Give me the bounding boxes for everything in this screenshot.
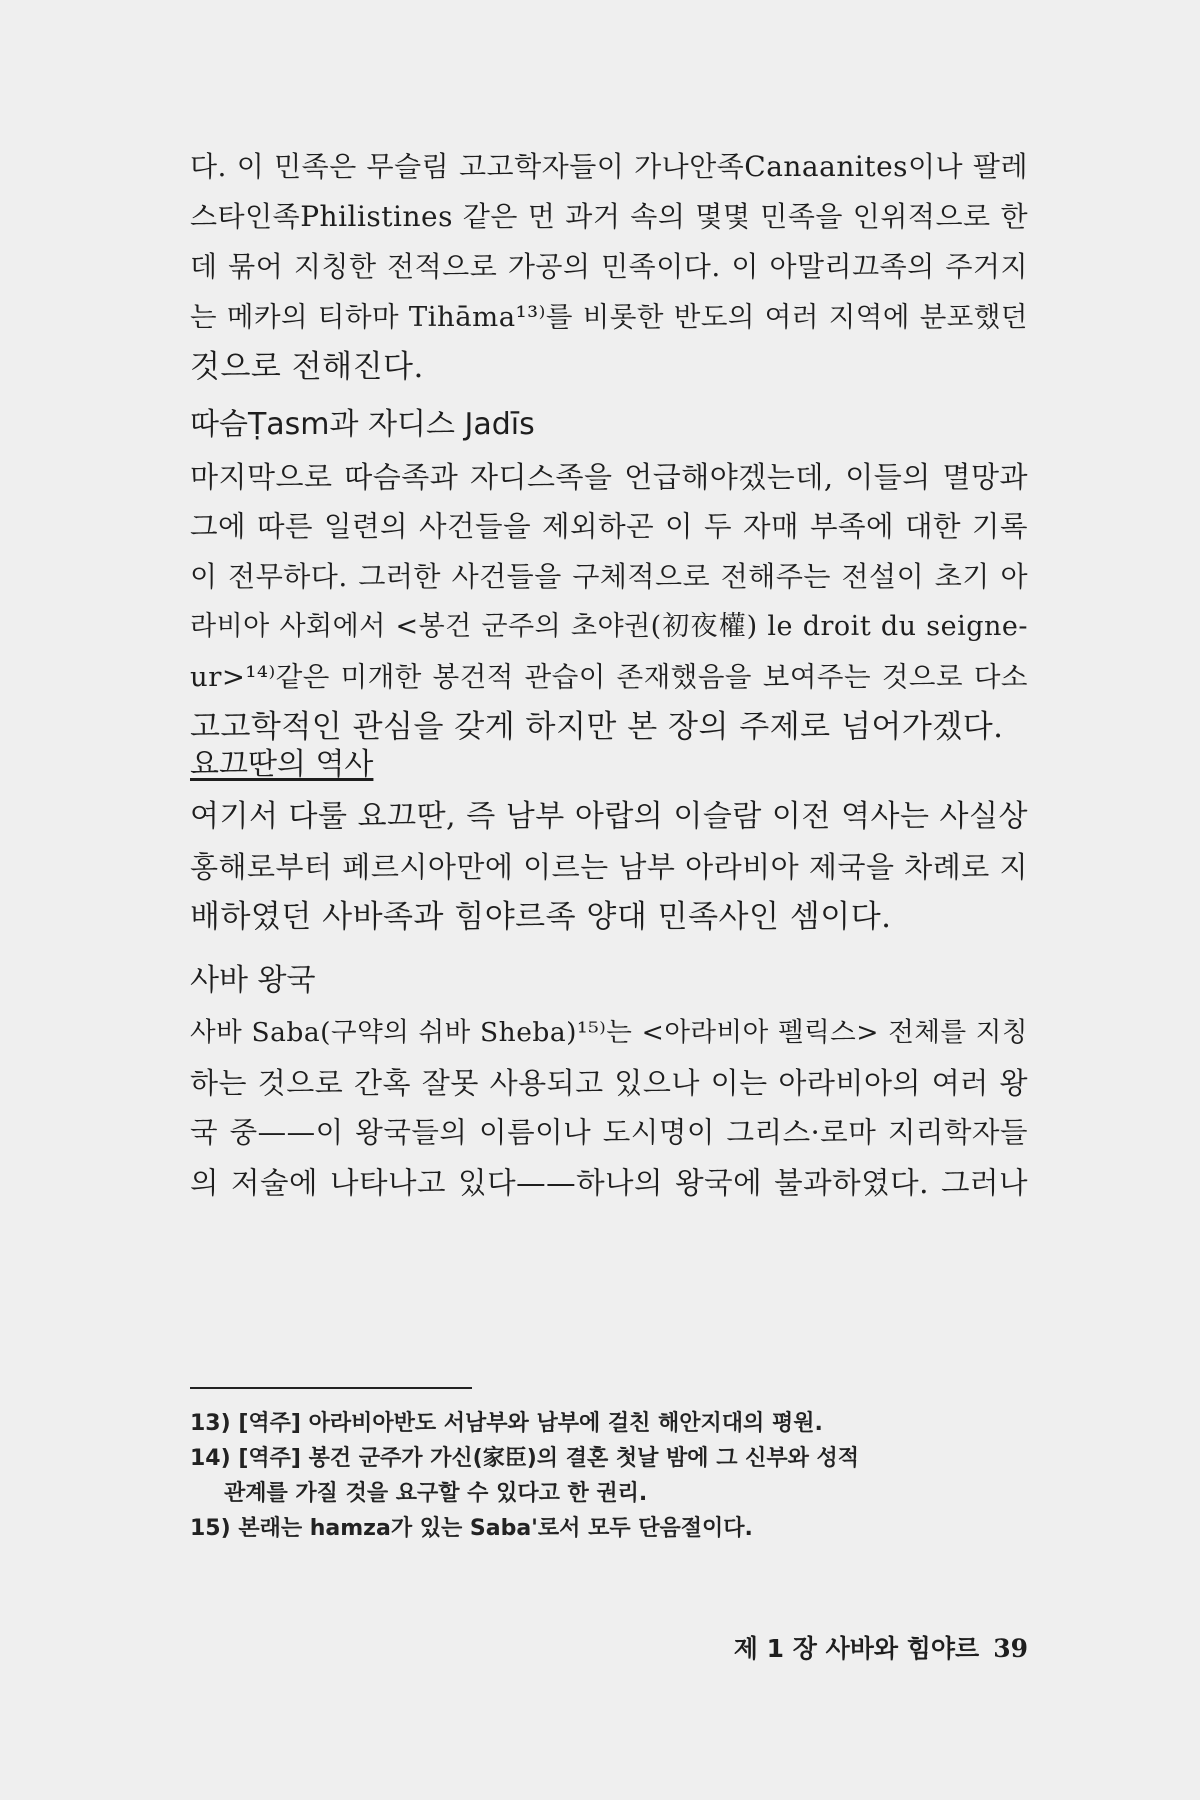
text-line: 국 중——이 왕국들의 이름이나 도시명이 그리스·로마 지리학자들 bbox=[190, 1116, 1028, 1149]
text-line: 하는 것으로 간혹 잘못 사용되고 있으나 이는 아라비아의 여러 왕 bbox=[190, 1066, 1028, 1100]
text-line: 는 메카의 티하마 Tihāma¹³⁾를 비롯한 반도의 여러 지역에 분포했던 bbox=[190, 301, 1028, 333]
text-line: 여기서 다룰 요끄딴, 즉 남부 아랍의 이슬람 이전 역사는 사실상 bbox=[190, 799, 1028, 834]
text-line: 다. 이 민족은 무슬림 고고학자들이 가나안족Canaanites이나 팔레 bbox=[190, 150, 1028, 183]
section-yoqtan bbox=[190, 742, 1028, 942]
footnote-14-continued: 관계를 가질 것을 요구할 수 있다고 한 권리. bbox=[224, 1481, 648, 1506]
text-line: 이 전무하다. 그러한 사건들을 구체적으로 전해주는 전설이 초기 아 bbox=[190, 560, 1028, 593]
footnote-divider bbox=[190, 1387, 472, 1389]
text-line: 데 묶어 지칭한 전적으로 가공의 민족이다. 이 아말리끄족의 주거지 bbox=[190, 250, 1028, 283]
text-line: 홍해로부터 페르시아만에 이르는 남부 아라비아 제국을 차례로 지 bbox=[190, 850, 1028, 884]
text-line: 것으로 전해진다. bbox=[190, 349, 424, 385]
footnotes bbox=[190, 1406, 1028, 1546]
footnote-15: 15) 본래는 hamza가 있는 Saba'로서 모두 단음절이다. bbox=[190, 1516, 753, 1541]
text-line: 사바 Saba(구약의 쉬바 Sheba)¹⁵⁾는 <아라비아 펠릭스> 전체를 지칭 bbox=[190, 1017, 1028, 1048]
text-line: 그에 따른 일련의 사건들을 제외하곤 이 두 자매 부족에 대한 기록 bbox=[190, 510, 1028, 543]
section-heading: 요끄딴의 역사 bbox=[190, 747, 374, 782]
text-line: 고고학적인 관심을 갖게 하지만 본 장의 주제로 넘어가겠다. bbox=[190, 709, 1004, 745]
text-line: 라비아 사회에서 <봉건 군주의 초야권(初夜權) le droit du seigne- bbox=[190, 611, 1028, 642]
text-line: ur>¹⁴⁾같은 미개한 봉건적 관습이 존재했음을 보여주는 것으로 다소 bbox=[190, 661, 1028, 693]
section-heading: 사바 왕국 bbox=[190, 963, 316, 998]
text-line: 스타인족Philistines 같은 먼 과거 속의 몇몇 민족을 인위적으로 한 bbox=[190, 200, 1028, 233]
page-number: 39 bbox=[993, 1634, 1028, 1663]
section-tasm bbox=[190, 402, 1028, 752]
section-heading: 따슴Ṭasm과 자디스 Jadīs bbox=[190, 407, 535, 442]
text-line: 마지막으로 따슴족과 자디스족을 언급해야겠는데, 이들의 멸망과 bbox=[190, 460, 1028, 494]
footnote-14: 14) [역주] 봉건 군주가 가신(家臣)의 결혼 첫날 밤에 그 신부와 성적 bbox=[190, 1446, 860, 1471]
text-line: 배하였던 사바족과 힘야르족 양대 민족사인 셈이다. bbox=[190, 899, 892, 935]
paragraph-intro bbox=[190, 142, 1028, 392]
running-footer bbox=[734, 1629, 1028, 1665]
footnote-13: 13) [역주] 아라비아반도 서남부와 남부에 걸친 해안지대의 평원. bbox=[190, 1411, 823, 1436]
text-line: 의 저술에 나타나고 있다——하나의 왕국에 불과하였다. 그러나 bbox=[190, 1166, 1028, 1200]
section-saba bbox=[190, 958, 1028, 1208]
chapter-title: 제 1 장 사바와 힘야르 bbox=[733, 1634, 980, 1663]
